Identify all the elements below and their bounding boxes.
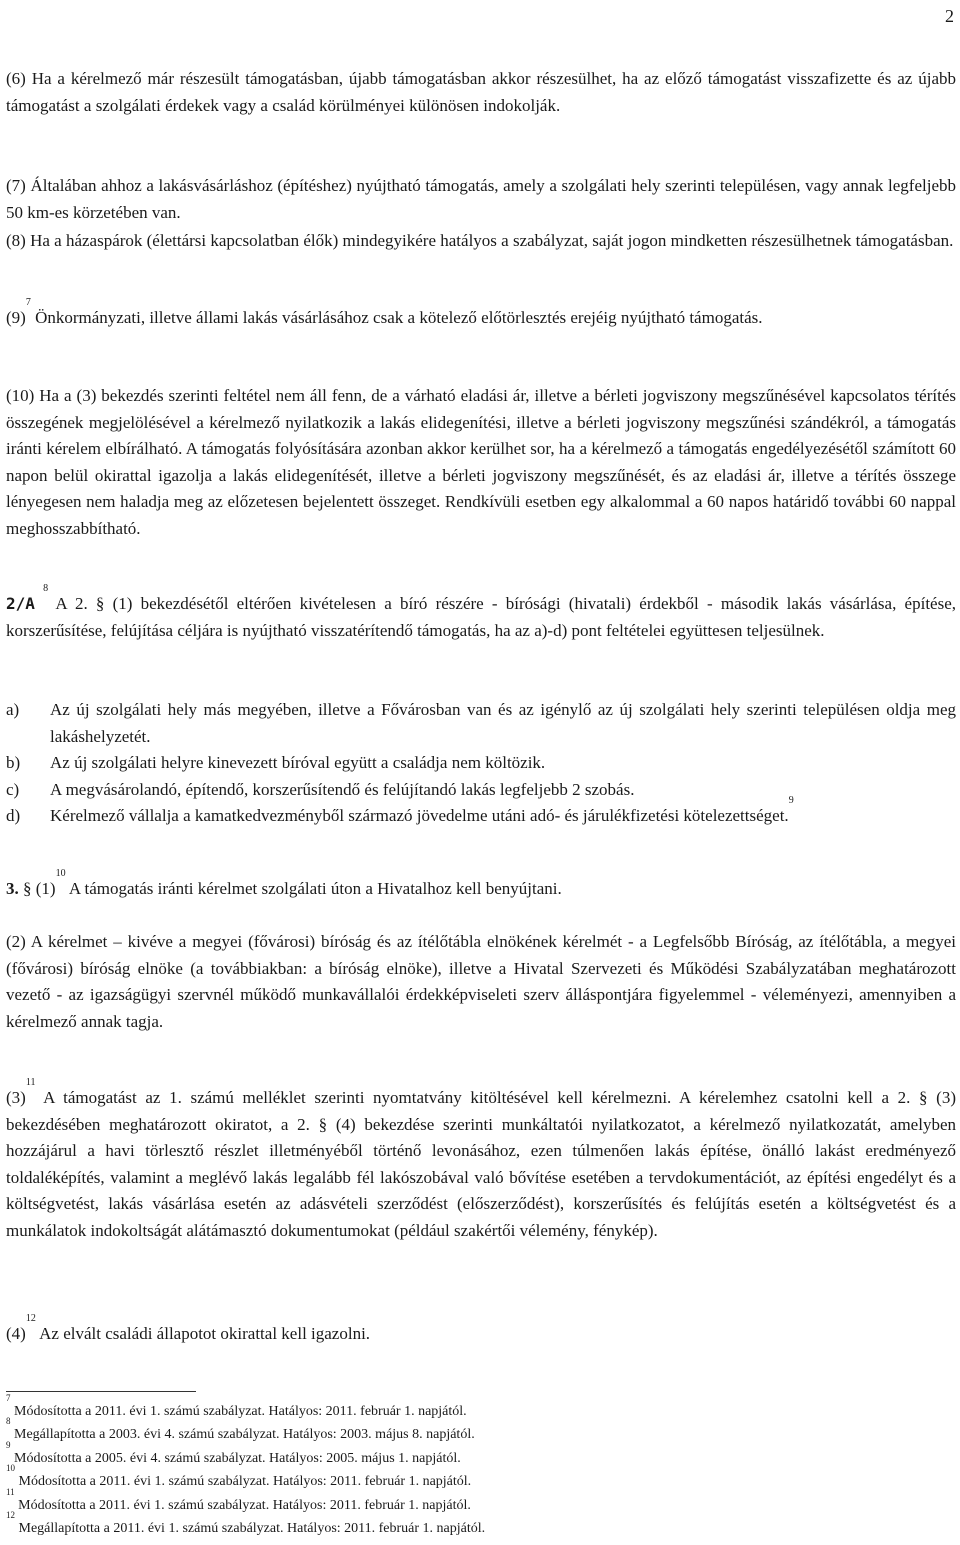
footnote [6,1486,946,1517]
section-3-paragraph-3-text: A támogatást az 1. számú melléklet szerinti nyomtatvány kitöltésével kell kérelmezni. A kérelemhez csatolni kell a 2. § (3) bekezdésében meghatározott okiratot, a 2. § (4) bekezdése szerinti munkáltatói nyilatkozatot, a kérelmező nyilatkozatát, amelyben hozzájárul a havi törlesztő részlet illetményéből történő levonásához, ezen túlmenően lakás építése, önálló lakást eredményező toldaléképítés, valamint a meglévő lakás legalább fél lakószobával való bővítése esetében a tervdokumentációt, az építési engedélyt és a költségvetést, lakás vásárlása esetén az adásvételi szerződést (előszerződést), korszerűsítés és felújítás esetén a költségvetést és a munkálatok indokoltságát alátámasztó dokumentumokat (például szakértői vélemény, fénykép). [6,1088,956,1240]
section-3-label: 3. [6,879,19,898]
list-item-text [50,795,956,830]
footnote-number: 7 [6,1393,11,1403]
list-item [6,750,956,777]
footnote [6,1416,946,1446]
paragraph-6: (6) Ha a kérelmező már részesült támogatásban, újabb támogatásban akkor részesülhet, ha az előző támogatást visszafizette és az újabb támogatást a szolgálati érdekek vagy a család körülményei különösen indokolják. [6,69,956,115]
footnote-number: 12 [6,1510,15,1521]
footnote-ref-10: 10 [55,868,66,879]
footnote [6,1510,946,1540]
section-2a [6,583,956,644]
section-3-paragraph-4-text: Az elvált családi állapotot okirattal kell igazolni. [35,1324,371,1343]
footnote-ref-11: 11 [25,1077,36,1088]
paragraph-9-number: (9) [6,308,26,327]
paragraph-10: (10) Ha a (3) bekezdés szerinti feltétel nem áll fenn, de a várható eladási ár, illetve a bérleti jogviszony megszűnésével kapcsolatos térítés összegének megjelölésével a kérelmező nyilatkozik a lakás elidegenítési, illetve a bérleti jogviszony megszűnési szándékról, a támogatás iránti kérelem elbírálható. A támogatás folyósítására azonban akkor kerülhet sor, ha a kérelmező a támogatás engedélyezésétől számított 60 napon belül okirattal igazolja a lakás elidegenítését, illetve a bérleti jogviszony megszűnését, és az eladási ár, illetve a térítés összege lényegesen nem haladja meg az előzetesen bejelentett összeget. Rendkívüli esetben egy alkalommal a 60 napos határidő további 60 nappal meghosszabbítható. [6,386,956,538]
conditions-list [6,697,956,830]
paragraph-8: (8) Ha a házaspárok (élettársi kapcsolatban élők) mindegyikére hatályos a szabályzat, saját jogon mindketten részesülhetnek támogatásban. [6,231,954,250]
footnote-ref-12: 12 [25,1313,36,1324]
section-3-paragraph-4 [6,1313,956,1348]
section-3-prefix: § (1) [18,879,56,898]
footnote-number: 9 [6,1439,11,1450]
list-item-text-body: Kérelmező vállalja a kamatkedvezményből származó jövedelme utáni adó- és járulékfizetési kötelezettséget. [50,806,789,825]
section-3-text: A támogatás iránti kérelmet szolgálati úton a Hivatalhoz kell benyújtani. [65,879,562,898]
section-3-paragraph-4-number: (4) [6,1324,26,1343]
footnote-number: 10 [6,1463,15,1474]
list-item [6,697,956,750]
footnote-ref-9: 9 [788,795,794,806]
list-item-label: d) [6,806,21,825]
page-number: 2 [945,6,954,26]
paragraph-9-text: Önkormányzati, illetve állami lakás vásárlásához csak a kötelező előtörlesztés erejéig nyújtható támogatás. [30,308,763,327]
section-2a-text: A 2. § (1) bekezdésétől eltérően kivételesen a bíró részére - bírósági (hivatali) érdekből - második lakás vásárlása, építése, korszerűsítése, felújítása céljára is nyújtható visszatérítendő támogatás, ha az a)-d) pont feltételei együttesen teljesülnek. [6,594,956,640]
footnote-text: Módosította a 2005. évi 4. számú szabályzat. Hatályos: 2005. május 1. napjától. [10,1450,461,1466]
footnote-text: Megállapította a 2011. évi 1. számú szabályzat. Hatályos: 2011. február 1. napjától. [15,1521,486,1537]
footnote-ref-8: 8 [43,583,49,594]
footnote-divider [6,1391,196,1392]
footnote-text: Módosította a 2011. évi 1. számú szabályzat. Hatályos: 2011. február 1. napjától. [10,1404,467,1419]
list-item-label: a) [6,700,20,719]
footnote [6,1439,946,1470]
section-3-paragraph-1 [6,868,956,903]
footnote-text: Módosította a 2011. évi 1. számú szabályzat. Hatályos: 2011. február 1. napjától. [15,1474,472,1490]
list-item-label: c) [6,779,20,799]
paragraph-7: (7) Általában ahhoz a lakásvásárláshoz (építéshez) nyújtható támogatás, amely a szolgálati hely szerinti településen, vagy annak legfeljebb 50 km-es körzetében van. [6,176,956,222]
footnote-ref-7: 7 [25,297,31,308]
list-item [6,777,956,804]
list-item [6,795,956,830]
section-3-paragraph-2: (2) A kérelmet – kivéve a megyei (fővárosi) bíróság és az ítélőtábla elnökének kérelmét - a Legfelsőbb Bíróság, az ítélőtábla, a megyei (fővárosi) bíróság elnöke (a továbbiakban: a bíróság elnöke), illetve a Hivatal Szervezeti és Működési Szabályzatában meghatározott vezető - az igazságügyi szervnél működő munkavállalói érdekképviseleti szerv álláspontjára figyelemmel - véleményezi, amennyiben a kérelmező annak tagja. [6,932,956,1031]
footnote-number: 11 [6,1486,15,1497]
footnotes [6,1393,946,1540]
footnote-number: 8 [6,1416,11,1427]
section-2a-label: 2/A [6,594,35,613]
section-3-paragraph-3-number: (3) [6,1088,26,1107]
list-item-text: Az új szolgálati helyre kinevezett bíróval együtt a családja nem költözik. [50,753,546,772]
list-item-text: Az új szolgálati hely más megyében, illetve a Fővárosban van és az igénylő az új szolgálati hely szerinti településen oldja meg lakáshelyzetét. [50,700,956,746]
section-3-paragraph-3 [6,1077,956,1244]
footnote [6,1463,946,1493]
footnote-text: Megállapította a 2003. évi 4. számú szabályzat. Hatályos: 2003. május 8. napjától. [10,1427,475,1443]
paragraph-9 [6,297,956,332]
list-item-text: A megvásárolandó, építendő, korszerűsítendő és felújítandó lakás legfeljebb 2 szobás. [50,779,635,799]
footnote-text: Módosította a 2011. évi 1. számú szabályzat. Hatályos: 2011. február 1. napjától. [14,1497,471,1513]
list-item-label: b) [6,753,21,772]
footnote [6,1393,946,1423]
